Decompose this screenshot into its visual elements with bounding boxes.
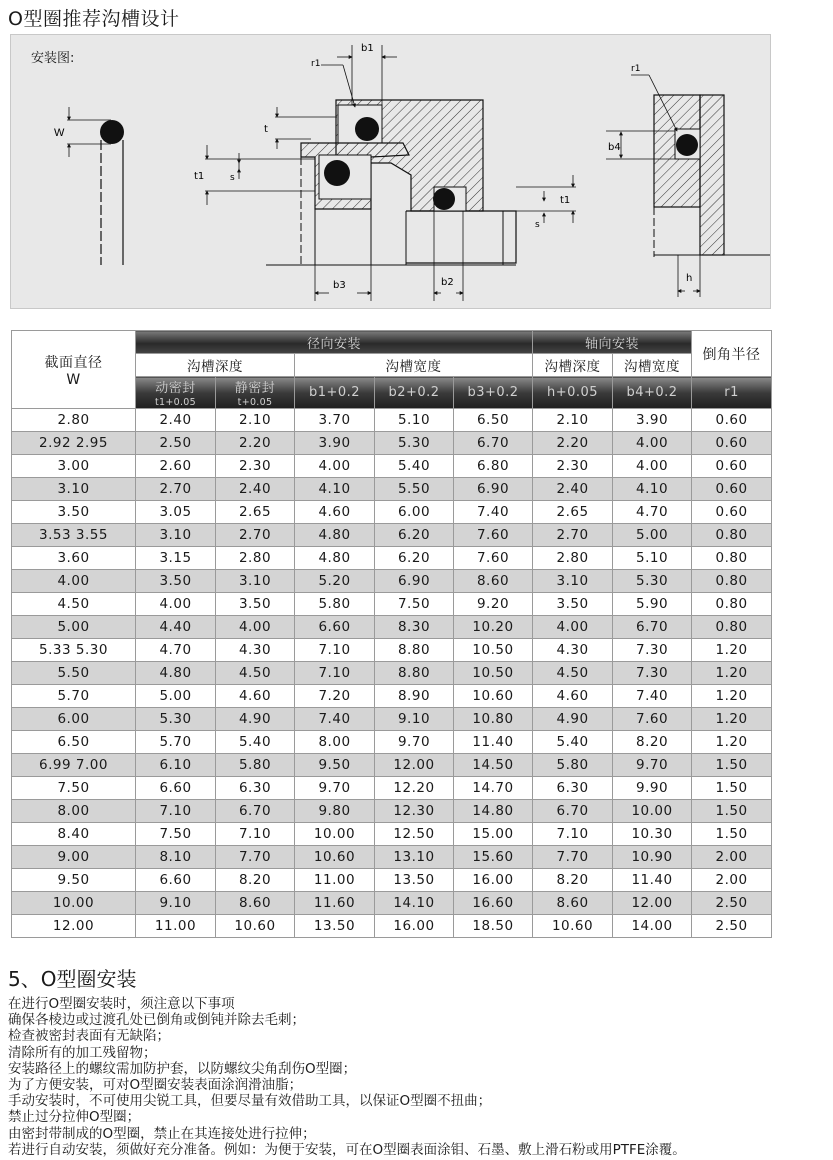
section-line: 为了方便安装，可对O型圈安装表面涂润滑油脂； (8, 1077, 303, 1094)
table-cell: 2.50 (692, 892, 772, 915)
table-row (12, 731, 772, 754)
table-cell: 2.92 2.95 (12, 432, 136, 455)
header-chamfer-radius: 倒角半径 (692, 331, 772, 377)
table-cell: 5.80 (295, 593, 375, 616)
table-cell: 1.20 (692, 708, 772, 731)
table-cell: 7.60 (613, 708, 692, 731)
installation-figure (10, 34, 771, 309)
table-cell: 6.70 (454, 432, 533, 455)
table-cell: 10.00 (12, 892, 136, 915)
table-cell: 2.10 (533, 409, 613, 432)
table-cell: 7.10 (216, 823, 295, 846)
table-cell: 2.40 (136, 409, 216, 432)
header-b2: b2+0.2 (375, 377, 454, 409)
table-cell: 3.10 (216, 570, 295, 593)
table-cell: 8.20 (613, 731, 692, 754)
table-cell: 5.30 (613, 570, 692, 593)
table-cell: 5.70 (12, 685, 136, 708)
table-cell: 10.60 (454, 685, 533, 708)
table-cell: 10.60 (533, 915, 613, 938)
table-cell: 5.90 (613, 593, 692, 616)
table-cell: 9.00 (12, 846, 136, 869)
table-cell: 10.00 (295, 823, 375, 846)
table-cell: 10.20 (454, 616, 533, 639)
table-cell: 2.80 (12, 409, 136, 432)
table-cell: 1.50 (692, 823, 772, 846)
table-row (12, 616, 772, 639)
table-cell: 9.10 (375, 708, 454, 731)
table-cell: 10.90 (613, 846, 692, 869)
table-cell: 4.00 (533, 616, 613, 639)
table-row (12, 754, 772, 777)
table-cell: 9.50 (12, 869, 136, 892)
table-cell: 11.40 (454, 731, 533, 754)
table-cell: 10.60 (295, 846, 375, 869)
table-cell: 12.00 (613, 892, 692, 915)
table-cell: 12.20 (375, 777, 454, 800)
table-cell: 1.20 (692, 685, 772, 708)
table-cell: 16.60 (454, 892, 533, 915)
section-line: 在进行O型圈安装时，须注意以下事项 (8, 996, 235, 1012)
table-cell: 6.00 (375, 501, 454, 524)
table-cell: 12.50 (375, 823, 454, 846)
table-cell: 8.60 (454, 570, 533, 593)
table-cell: 2.50 (692, 915, 772, 938)
table-row (12, 570, 772, 593)
header-h: h+0.05 (533, 377, 613, 409)
table-row (12, 915, 772, 938)
table-cell: 14.00 (613, 915, 692, 938)
dim-t1-right: t1 (560, 195, 571, 206)
table-cell: 6.90 (375, 570, 454, 593)
table-cell: 3.70 (295, 409, 375, 432)
table-cell: 4.00 (12, 570, 136, 593)
table-cell: 3.60 (12, 547, 136, 570)
table-cell: 12.00 (12, 915, 136, 938)
table-cell: 4.90 (533, 708, 613, 731)
table-cell: 8.10 (136, 846, 216, 869)
header-b4: b4+0.2 (613, 377, 692, 409)
table-cell: 1.20 (692, 662, 772, 685)
table-row (12, 777, 772, 800)
table-cell: 13.10 (375, 846, 454, 869)
table-cell: 5.50 (12, 662, 136, 685)
section-line: 若进行自动安装，须做好充分准备。例如：为便于安装，可在O型圈表面涂钼、石墨、敷上滑石粉或用PTFE涂覆。 (8, 1141, 686, 1158)
table-cell: 2.80 (533, 547, 613, 570)
table-cell: 3.05 (136, 501, 216, 524)
table-cell: 7.10 (295, 662, 375, 685)
table-cell: 3.50 (533, 593, 613, 616)
radial-assembly (194, 43, 576, 301)
table-cell: 9.20 (454, 593, 533, 616)
table-cell: 14.70 (454, 777, 533, 800)
table-row (12, 547, 772, 570)
section-line: 手动安装时，不可使用尖锐工具，但要尽量有效借助工具，以保证O型圈不扭曲； (8, 1093, 492, 1110)
table-row (12, 869, 772, 892)
table-cell: 4.00 (216, 616, 295, 639)
table-cell: 7.10 (533, 823, 613, 846)
table-cell: 7.70 (533, 846, 613, 869)
table-cell: 6.60 (295, 616, 375, 639)
table-cell: 8.80 (375, 639, 454, 662)
table-cell: 3.50 (136, 570, 216, 593)
table-cell: 4.50 (533, 662, 613, 685)
table-cell: 3.90 (295, 432, 375, 455)
header-b3: b3+0.2 (454, 377, 533, 409)
section-heading: 5、O型圈安装 (8, 967, 137, 991)
table-cell: 4.90 (216, 708, 295, 731)
table-cell: 6.30 (533, 777, 613, 800)
section-line: 由密封带制成的O型圈，禁止在其连接处进行拉伸； (8, 1125, 316, 1142)
table-cell: 4.50 (216, 662, 295, 685)
table-cell: 2.65 (216, 501, 295, 524)
table-cell: 0.60 (692, 409, 772, 432)
table-cell: 4.10 (295, 478, 375, 501)
table-cell: 13.50 (375, 869, 454, 892)
table-cell: 1.20 (692, 731, 772, 754)
table-cell: 13.50 (295, 915, 375, 938)
table-cell: 7.20 (295, 685, 375, 708)
table-row (12, 639, 772, 662)
table-cell: 1.20 (692, 639, 772, 662)
table-cell: 7.40 (613, 685, 692, 708)
table-cell: 3.53 3.55 (12, 524, 136, 547)
header-axial-groove-depth: 沟槽深度 (533, 354, 613, 377)
table-cell: 4.30 (533, 639, 613, 662)
table-cell: 0.80 (692, 616, 772, 639)
table-cell: 11.00 (295, 869, 375, 892)
table-cell: 7.60 (454, 547, 533, 570)
table-cell: 9.10 (136, 892, 216, 915)
table-cell: 5.40 (533, 731, 613, 754)
table-cell: 12.30 (375, 800, 454, 823)
header-r1: r1 (692, 377, 772, 409)
table-cell: 4.80 (295, 524, 375, 547)
table-cell: 4.60 (295, 501, 375, 524)
table-cell: 2.70 (216, 524, 295, 547)
header-static-seal: 静密封 t+0.05 (216, 377, 295, 409)
table-cell: 5.70 (136, 731, 216, 754)
table-cell: 8.00 (12, 800, 136, 823)
header-radial-install: 径向安装 (136, 331, 533, 354)
table-row (12, 455, 772, 478)
dim-b4: b4 (608, 142, 621, 153)
table-cell: 6.60 (136, 869, 216, 892)
table-row (12, 708, 772, 731)
table-cell: 8.80 (375, 662, 454, 685)
table-cell: 8.90 (375, 685, 454, 708)
table-cell: 6.00 (12, 708, 136, 731)
dim-t1-left: t1 (194, 171, 205, 182)
table-cell: 9.80 (295, 800, 375, 823)
header-section-diameter: 截面直径 W (12, 331, 136, 409)
table-cell: 3.90 (613, 409, 692, 432)
table-cell: 14.80 (454, 800, 533, 823)
table-row (12, 524, 772, 547)
table-cell: 2.70 (136, 478, 216, 501)
table-cell: 14.50 (454, 754, 533, 777)
table-cell: 6.20 (375, 524, 454, 547)
table-cell: 0.60 (692, 501, 772, 524)
table-cell: 2.70 (533, 524, 613, 547)
table-cell: 6.50 (12, 731, 136, 754)
table-cell: 6.70 (533, 800, 613, 823)
table-cell: 2.60 (136, 455, 216, 478)
dim-t: t (264, 124, 268, 135)
table-cell: 7.40 (295, 708, 375, 731)
section-lines (8, 996, 833, 1158)
table-cell: 3.10 (136, 524, 216, 547)
table-cell: 7.50 (12, 777, 136, 800)
header-axial-groove-width: 沟槽宽度 (613, 354, 692, 377)
table-cell: 1.50 (692, 800, 772, 823)
table-cell: 0.80 (692, 547, 772, 570)
table-cell: 2.30 (216, 455, 295, 478)
table-cell: 9.50 (295, 754, 375, 777)
table-cell: 10.30 (613, 823, 692, 846)
table-cell: 6.99 7.00 (12, 754, 136, 777)
table-cell: 5.20 (295, 570, 375, 593)
table-cell: 5.00 (136, 685, 216, 708)
table-cell: 7.50 (375, 593, 454, 616)
table-cell: 6.10 (136, 754, 216, 777)
table-cell: 8.30 (375, 616, 454, 639)
table-body (12, 409, 772, 938)
table-cell: 10.00 (613, 800, 692, 823)
table-cell: 5.30 (375, 432, 454, 455)
table-cell: 7.10 (295, 639, 375, 662)
table-cell: 6.50 (454, 409, 533, 432)
table-cell: 1.50 (692, 777, 772, 800)
table-row (12, 685, 772, 708)
table-cell: 6.60 (136, 777, 216, 800)
table-cell: 2.00 (692, 869, 772, 892)
table-cell: 2.40 (216, 478, 295, 501)
table-cell: 4.00 (613, 455, 692, 478)
table-cell: 6.70 (216, 800, 295, 823)
table-cell: 8.20 (533, 869, 613, 892)
table-cell: 4.80 (136, 662, 216, 685)
table-cell: 4.60 (533, 685, 613, 708)
table-cell: 2.20 (216, 432, 295, 455)
table-cell: 15.00 (454, 823, 533, 846)
table-cell: 8.40 (12, 823, 136, 846)
table-cell: 5.00 (613, 524, 692, 547)
table-cell: 3.15 (136, 547, 216, 570)
table-cell: 2.65 (533, 501, 613, 524)
table-cell: 4.00 (295, 455, 375, 478)
table-row (12, 800, 772, 823)
dim-b3: b3 (333, 280, 346, 291)
header-axial-install: 轴向安装 (533, 331, 692, 354)
table-cell: 12.00 (375, 754, 454, 777)
table-cell: 2.00 (692, 846, 772, 869)
table-cell: 7.40 (454, 501, 533, 524)
installation-section (8, 963, 833, 1158)
table-cell: 9.70 (613, 754, 692, 777)
dim-s-left: s (230, 173, 235, 183)
dim-r1-right: r1 (631, 64, 641, 74)
table-cell: 2.40 (533, 478, 613, 501)
section-line: 禁止过分拉伸O型圈； (8, 1109, 141, 1126)
table-cell: 6.90 (454, 478, 533, 501)
table-cell: 0.60 (692, 455, 772, 478)
table-cell: 11.40 (613, 869, 692, 892)
table-cell: 6.30 (216, 777, 295, 800)
table-cell: 2.50 (136, 432, 216, 455)
groove-diagram (11, 35, 770, 308)
table-row (12, 409, 772, 432)
table-cell: 2.10 (216, 409, 295, 432)
table-cell: 5.40 (375, 455, 454, 478)
table-cell: 5.10 (375, 409, 454, 432)
table-cell: 3.10 (12, 478, 136, 501)
table-cell: 7.10 (136, 800, 216, 823)
header-groove-width: 沟槽宽度 (295, 354, 533, 377)
header-dynamic-seal: 动密封 t1+0.05 (136, 377, 216, 409)
table-cell: 8.60 (216, 892, 295, 915)
table-cell: 4.60 (216, 685, 295, 708)
table-cell: 7.30 (613, 662, 692, 685)
table-cell: 8.20 (216, 869, 295, 892)
header-b1: b1+0.2 (295, 377, 375, 409)
table-cell: 3.50 (12, 501, 136, 524)
dim-h: h (686, 273, 693, 284)
table-cell: 5.50 (375, 478, 454, 501)
table-cell: 16.00 (454, 869, 533, 892)
page-title: O型圈推荐沟槽设计 (8, 8, 180, 30)
table-cell: 0.60 (692, 478, 772, 501)
table-cell: 5.33 5.30 (12, 639, 136, 662)
table-cell: 4.30 (216, 639, 295, 662)
dim-w: W (54, 127, 65, 139)
table-cell: 2.80 (216, 547, 295, 570)
table-cell: 5.80 (533, 754, 613, 777)
table-row (12, 662, 772, 685)
table-cell: 9.70 (295, 777, 375, 800)
dim-b1: b1 (361, 43, 374, 54)
dim-b2: b2 (441, 277, 454, 288)
table-cell: 7.60 (454, 524, 533, 547)
table-cell: 5.00 (12, 616, 136, 639)
table-cell: 8.00 (295, 731, 375, 754)
table-cell: 4.10 (613, 478, 692, 501)
table-cell: 3.10 (533, 570, 613, 593)
table-cell: 1.50 (692, 754, 772, 777)
table-cell: 16.00 (375, 915, 454, 938)
table-cell: 2.20 (533, 432, 613, 455)
dim-s-right: s (535, 220, 540, 230)
section-line: 检查被密封表面有无缺陷； (8, 1028, 170, 1045)
table-cell: 5.80 (216, 754, 295, 777)
table-cell: 5.40 (216, 731, 295, 754)
table-cell: 4.80 (295, 547, 375, 570)
table-row (12, 846, 772, 869)
table-cell: 4.00 (613, 432, 692, 455)
table-cell: 15.60 (454, 846, 533, 869)
table-cell: 3.00 (12, 455, 136, 478)
table-cell: 10.60 (216, 915, 295, 938)
table-cell: 10.50 (454, 662, 533, 685)
table-row (12, 892, 772, 915)
table-cell: 4.70 (613, 501, 692, 524)
axial-assembly (606, 64, 770, 297)
header-groove-depth: 沟槽深度 (136, 354, 295, 377)
table-cell: 6.20 (375, 547, 454, 570)
table-cell: 4.00 (136, 593, 216, 616)
table-cell: 4.70 (136, 639, 216, 662)
table-cell: 0.80 (692, 524, 772, 547)
table-cell: 11.60 (295, 892, 375, 915)
table-cell: 6.80 (454, 455, 533, 478)
table-cell: 6.70 (613, 616, 692, 639)
table-cell: 4.50 (12, 593, 136, 616)
section-line: 安装路径上的螺纹需加防护套，以防螺纹尖角刮伤O型圈； (8, 1060, 357, 1077)
table-cell: 4.40 (136, 616, 216, 639)
table-cell: 14.10 (375, 892, 454, 915)
groove-spec-table (11, 330, 772, 938)
table-row (12, 432, 772, 455)
table-cell: 7.70 (216, 846, 295, 869)
table-cell: 8.60 (533, 892, 613, 915)
table-cell: 7.30 (613, 639, 692, 662)
table-row (12, 478, 772, 501)
table-row (12, 501, 772, 524)
table-row (12, 593, 772, 616)
table-cell: 0.80 (692, 570, 772, 593)
table-cell: 7.50 (136, 823, 216, 846)
table-cell: 0.80 (692, 593, 772, 616)
table-cell: 0.60 (692, 432, 772, 455)
dim-r1-left: r1 (311, 59, 321, 69)
section-line: 确保各棱边或过渡孔处已倒角或倒钝并除去毛刺； (8, 1012, 305, 1029)
free-o-ring (54, 107, 124, 265)
table-cell: 11.00 (136, 915, 216, 938)
table-cell: 9.90 (613, 777, 692, 800)
table-cell: 18.50 (454, 915, 533, 938)
table-row (12, 823, 772, 846)
section-line: 清除所有的加工残留物； (8, 1044, 157, 1061)
figure-label: 安装图: (31, 51, 75, 66)
table-cell: 10.50 (454, 639, 533, 662)
table-cell: 2.30 (533, 455, 613, 478)
table-cell: 5.10 (613, 547, 692, 570)
table-cell: 9.70 (375, 731, 454, 754)
table-cell: 5.30 (136, 708, 216, 731)
table-cell: 10.80 (454, 708, 533, 731)
table-cell: 3.50 (216, 593, 295, 616)
